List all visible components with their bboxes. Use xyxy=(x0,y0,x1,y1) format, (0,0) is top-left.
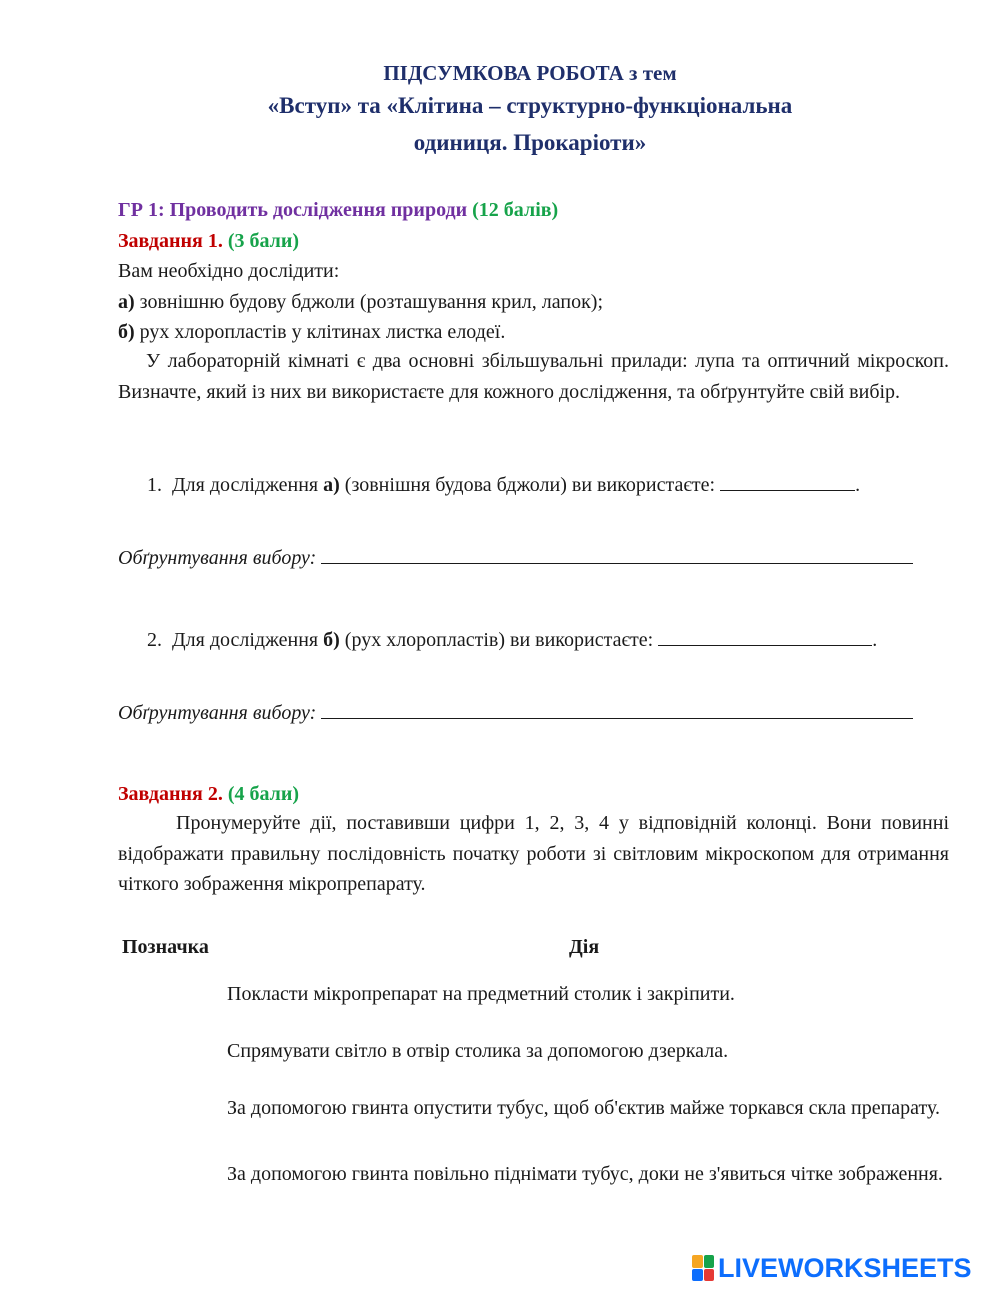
item-b-text: рух хлоропластів у клітинах листка елодеї. xyxy=(134,321,506,343)
q1-marker: а) xyxy=(323,474,340,496)
justification-1-label: Обґрунтування вибору: xyxy=(118,547,317,569)
group-points: (12 балів) xyxy=(472,199,559,221)
task1-intro: Вам необхідно дослідити: xyxy=(118,260,340,282)
justification-1 xyxy=(118,545,913,570)
task2-label: Завдання 2. xyxy=(118,783,223,805)
q2-text: (рух хлоропластів) ви використаєте: xyxy=(339,629,659,651)
table-header-action: Дія xyxy=(569,936,600,958)
justification-2-label: Обґрунтування вибору: xyxy=(118,702,317,724)
group-label: ГР 1: Проводить дослідження природи xyxy=(118,199,468,221)
q2-period: . xyxy=(872,629,878,651)
table-row xyxy=(227,979,949,1009)
liveworksheets-logo xyxy=(692,1253,972,1283)
q1-answer-blank[interactable] xyxy=(720,472,855,491)
title-line-1: ПІДСУМКОВА РОБОТА з тем xyxy=(383,61,677,85)
table-header-mark: Позначка xyxy=(122,936,209,958)
q2-prefix: 2. Для дослідження xyxy=(147,629,324,651)
task1-heading xyxy=(118,229,299,253)
q1-text: (зовнішня будова бджоли) ви використаєте: xyxy=(339,474,721,496)
table-row xyxy=(227,1093,949,1123)
item-b-marker: б) xyxy=(118,321,135,343)
q2-marker: б) xyxy=(323,629,340,651)
justification-2 xyxy=(118,700,913,725)
action-text: За допомогою гвинта опустити тубус, щоб об'єктив майже торкався скла препарату. xyxy=(227,1097,941,1119)
table-row xyxy=(227,1159,949,1189)
question-1 xyxy=(147,472,860,497)
q1-prefix: 1. Для дослідження xyxy=(147,474,324,496)
action-text: Покласти мікропрепарат на предметний столик і закріпити. xyxy=(227,983,735,1005)
logo-text: LIVEWORKSHEETS xyxy=(718,1252,972,1283)
justification-1-blank[interactable] xyxy=(321,545,913,564)
q2-answer-blank[interactable] xyxy=(658,627,872,646)
item-a-marker: а) xyxy=(118,291,135,313)
group-heading xyxy=(118,198,558,222)
title-line-3: одиниця. Прокаріоти» xyxy=(413,130,647,155)
logo-mark-icon xyxy=(692,1255,714,1281)
justification-2-blank[interactable] xyxy=(321,700,913,719)
question-2 xyxy=(147,627,877,652)
item-a-text: зовнішню будову бджоли (розташування крил, лапок); xyxy=(134,291,604,313)
task2-points: (4 бали) xyxy=(227,783,300,805)
q1-period: . xyxy=(855,474,861,496)
table-row xyxy=(227,1036,949,1066)
task2-heading xyxy=(118,782,299,806)
task1-item-a xyxy=(118,290,603,314)
task1-item-b xyxy=(118,320,505,344)
task1-label: Завдання 1. xyxy=(118,230,223,252)
task1-points: (3 бали) xyxy=(227,230,300,252)
task2-paragraph: Пронумеруйте дії, поставивши цифри 1, 2, 3, 4 у відповідній колонці. Вони повинні відображати правильну послідовність початку роботи зі світловим мікроскопом для отримання чіткого зображення мікропрепарату. xyxy=(118,812,949,895)
action-text: За допомогою гвинта повільно піднімати тубус, доки не з'явиться чітке зображення. xyxy=(227,1163,943,1185)
task1-paragraph: У лабораторній кімнаті є два основні збільшувальні прилади: лупа та оптичний мікроскоп. Визначте, який із них ви використаєте для кожного дослідження, та обґрунтуйте свій вибір. xyxy=(118,350,949,403)
title-line-2: «Вступ» та «Клітина – структурно-функціональна xyxy=(267,93,793,118)
action-text: Спрямувати світло в отвір столика за допомогою дзеркала. xyxy=(227,1040,729,1062)
